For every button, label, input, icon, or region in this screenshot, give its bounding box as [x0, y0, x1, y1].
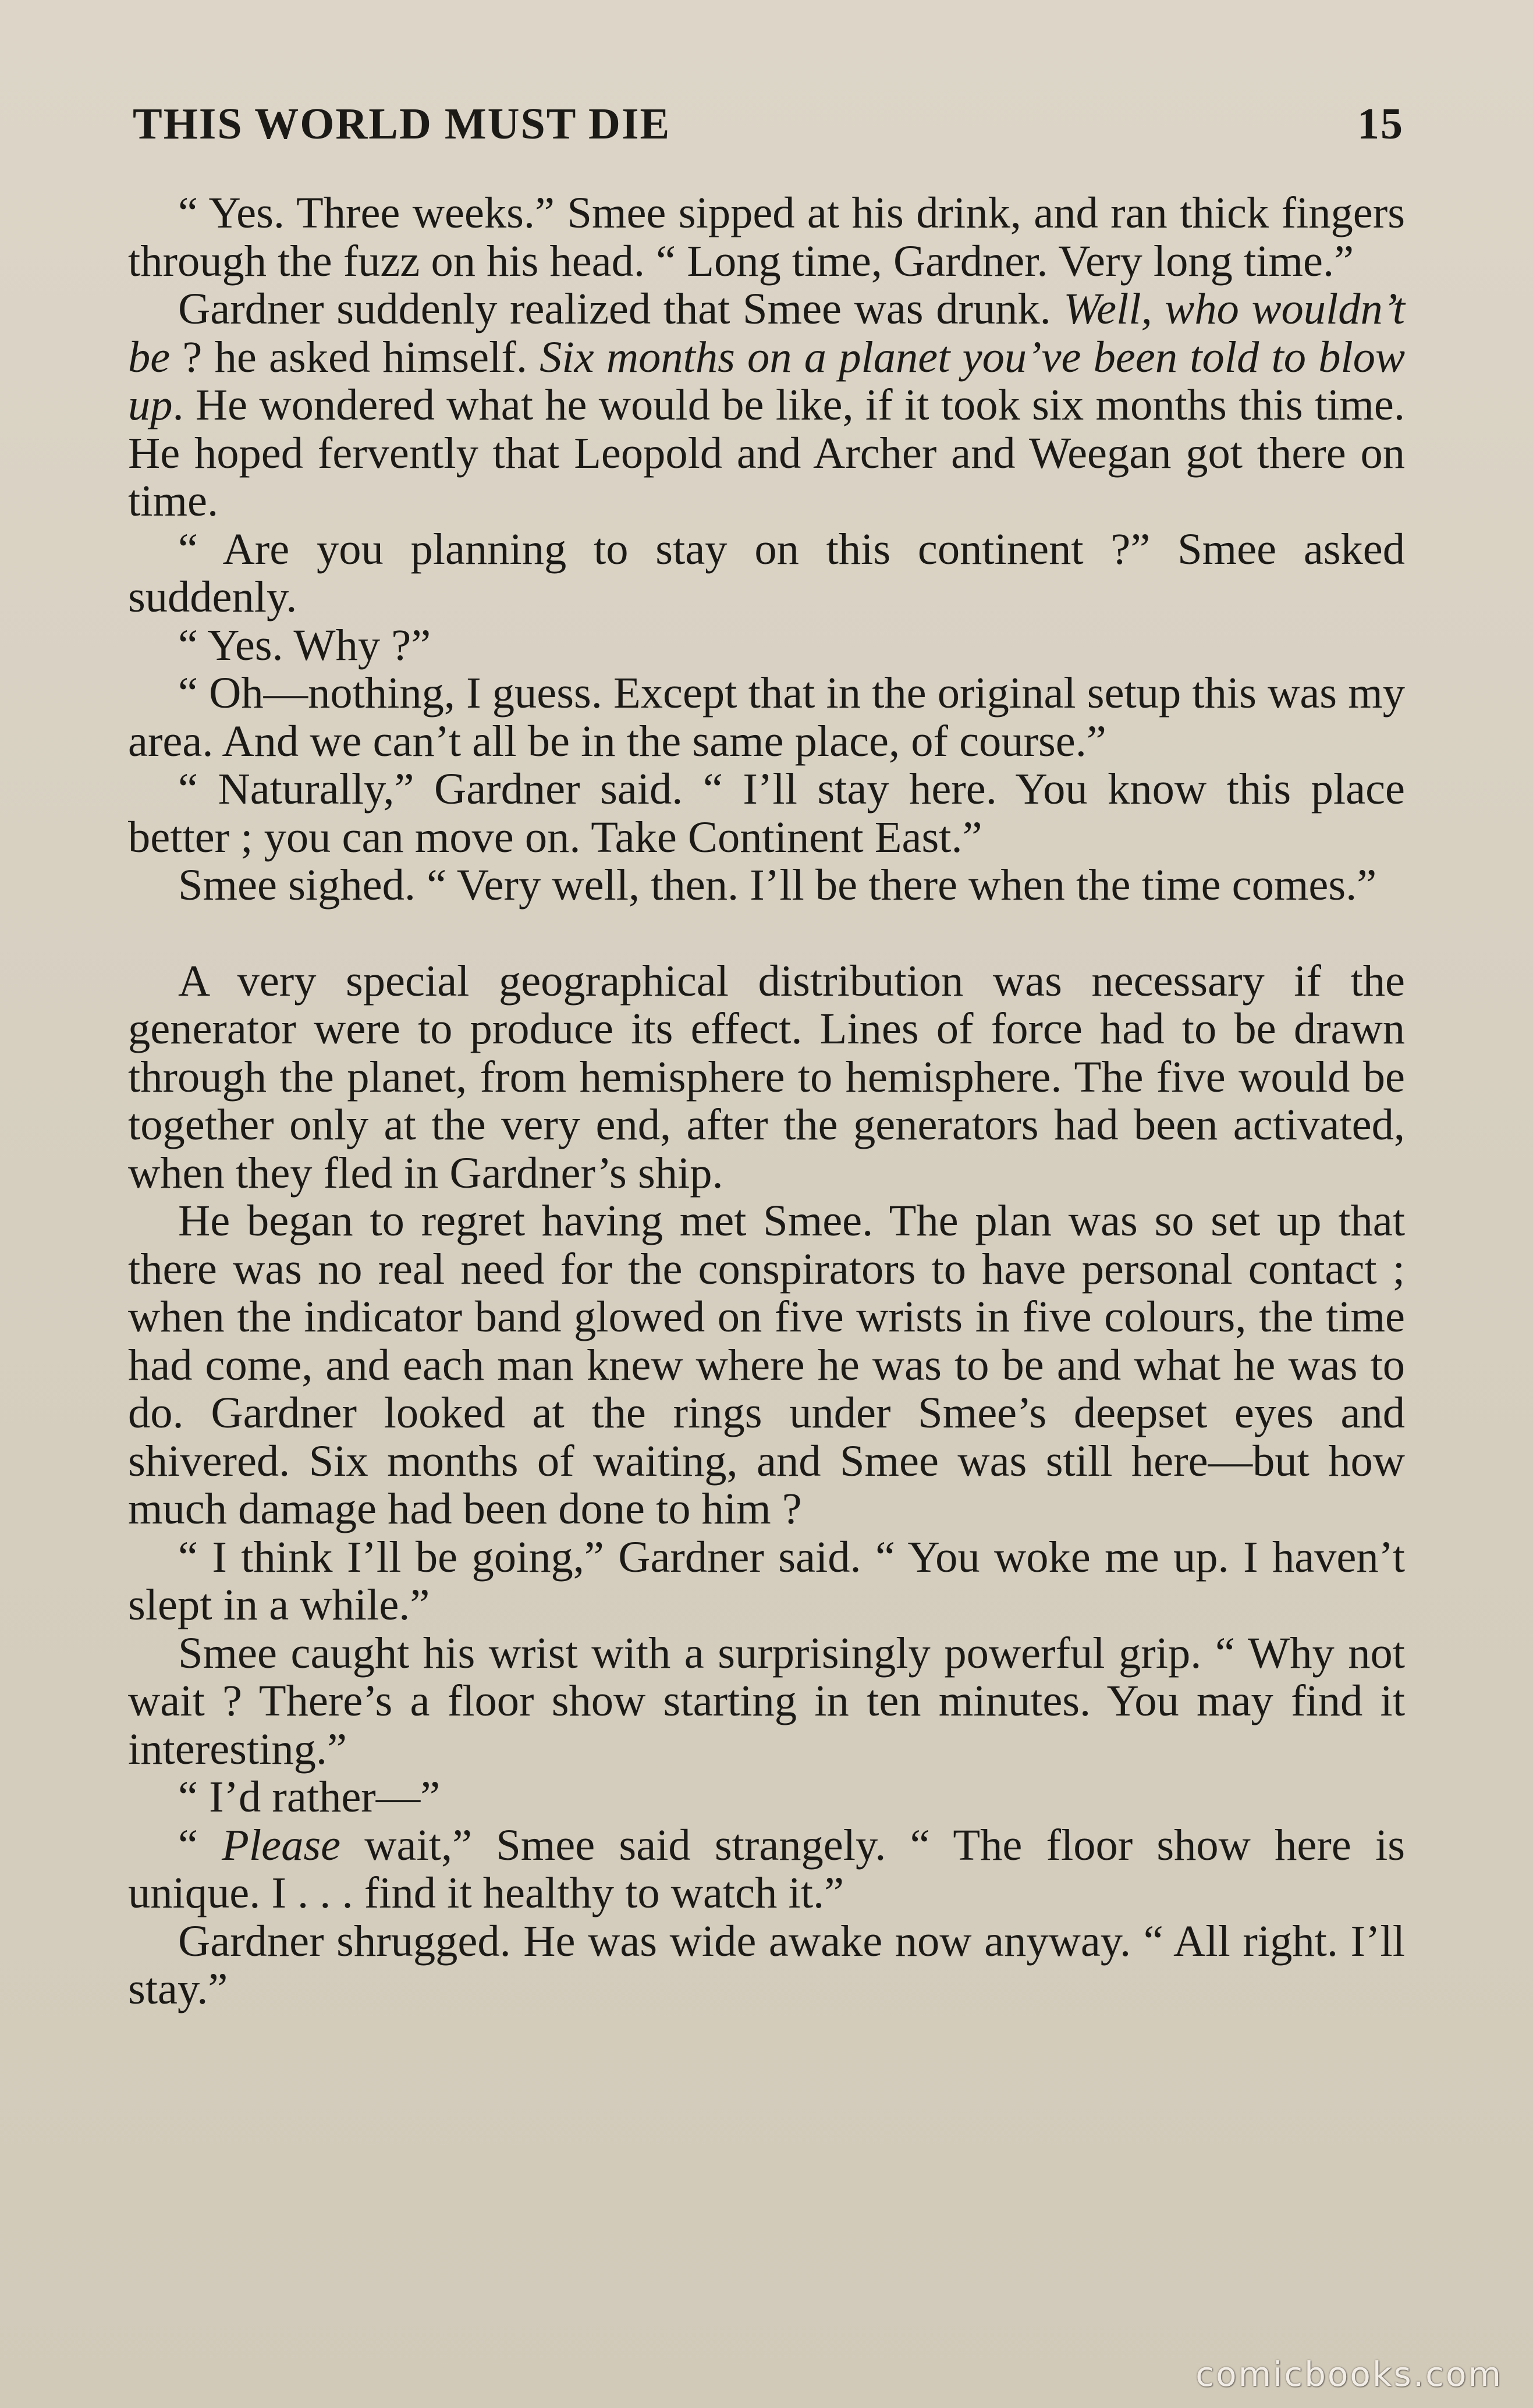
- paragraph: “ Naturally,” Gardner said. “ I’ll stay here. You know this place better ; you can move on. Take Continent East.”: [128, 764, 1405, 862]
- watermark: comicbooks.com: [1195, 2354, 1503, 2394]
- paragraph: “ Are you planning to stay on this continent ?” Smee asked suddenly.: [128, 524, 1405, 621]
- running-title: THIS WORLD MUST DIE: [133, 100, 671, 148]
- paragraph: “ I’d rather—”: [178, 1772, 441, 1821]
- paragraph: “ I think I’ll be going,” Gardner said. “ You woke me up. I haven’t slept in a while.”: [128, 1532, 1405, 1629]
- paragraph: “ Yes. Why ?”: [178, 620, 431, 670]
- paragraph: Smee sighed. “ Very well, then. I’ll be there when the time comes.”: [178, 860, 1377, 910]
- paragraph: Smee caught his wrist with a surprisingly powerful grip. “ Why not wait ? There’s a floor show starting in ten minutes. You may find it interesting.”: [128, 1628, 1405, 1774]
- paragraph: Gardner suddenly realized that Smee was drunk. Well, who wouldn’t be ? he asked himself. Six months on a planet you’ve been told to blow up. He wondered what he would be like, if it took six months this time. He hoped fervently that Leopold and Archer and Weegan got there on time.: [128, 284, 1405, 525]
- paragraph: Gardner shrugged. He was wide awake now anyway. “ All right. I’ll stay.”: [128, 1916, 1405, 2013]
- paragraph: “ Yes. Three weeks.” Smee sipped at his drink, and ran thick fingers through the fuzz on his head. “ Long time, Gardner. Very long time.”: [128, 188, 1405, 286]
- running-header: [128, 99, 1405, 163]
- paragraph: “ Oh—nothing, I guess. Except that in the original setup this was my area. And we can’t all be in the same place, of course.”: [128, 668, 1405, 766]
- page-number: 15: [1357, 100, 1404, 148]
- paragraph: He began to regret having met Smee. The plan was so set up that there was no real need for the conspirators to have personal contact ; when the indicator band glowed on five wrists in five colours, the time had come, and each man knew where he was to be and what he was to do. Gardner looked at the rings under Smee’s deepset eyes and shivered. Six months of waiting, and Smee was still here—but how much damage had been done to him ?: [128, 1196, 1405, 1533]
- paragraph: “ Please wait,” Smee said strangely. “ The floor show here is unique. I . . . find it healthy to watch it.”: [128, 1820, 1405, 1917]
- body-text: [128, 189, 1405, 2013]
- paragraph: A very special geographical distribution was necessary if the generator were to produce its effect. Lines of force had to be drawn through the planet, from hemisphere to hemisphere. The five would be together only at the very end, after the generators had been activated, when they fled in Gardner’s ship.: [128, 956, 1405, 1198]
